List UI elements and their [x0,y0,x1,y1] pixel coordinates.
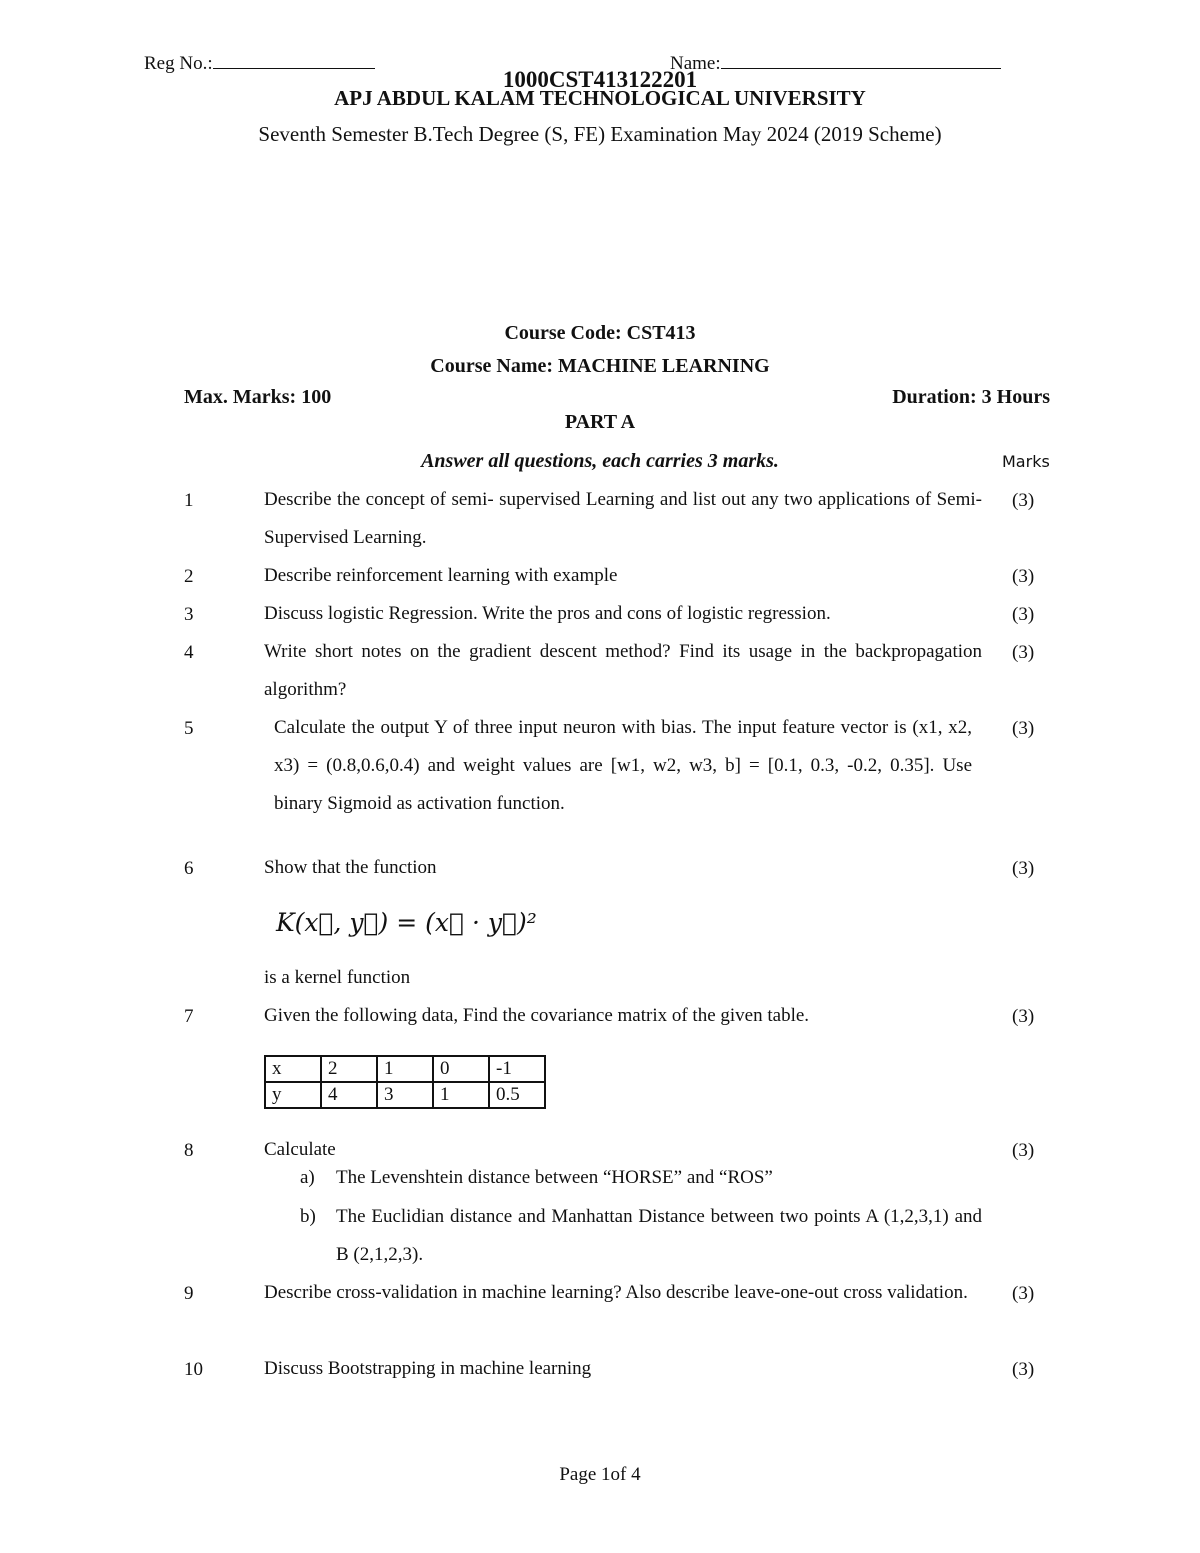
name-label: Name: [670,53,721,74]
question-number: 8 [184,1140,194,1161]
question-number: 6 [184,858,194,879]
table-cell: 1 [433,1082,489,1108]
table-cell: x [265,1056,321,1082]
exam-title: Seventh Semester B.Tech Degree (S, FE) Examination May 2024 (2019 Scheme) [258,122,942,146]
table-cell: 4 [321,1082,377,1108]
question-text-continued: is a kernel function [264,967,411,988]
kernel-formula: K(x⃗, y⃗) = (x⃗ · y⃗)² [276,908,537,937]
question-number: 2 [184,566,194,587]
subpart-label: b) [300,1206,316,1227]
university-name: APJ ABDUL KALAM TECHNOLOGICAL UNIVERSITY [334,86,866,110]
question-marks: (3) [1012,1006,1035,1027]
question-number: 5 [184,718,194,739]
subpart-text: The Euclidian distance and Manhattan Distance between two points A (1,2,3,1) and B (2,1,2,3). [336,1206,982,1265]
course-name: Course Name: MACHINE LEARNING [430,355,770,377]
course-code: Course Code: CST413 [504,322,696,344]
question-text: Describe the concept of semi- supervised Learning and list out any two applications of Semi-Supervised Learning. [264,489,982,548]
question-marks: (3) [1012,718,1035,739]
question-marks: (3) [1012,566,1035,587]
max-marks: Max. Marks: 100 [184,386,332,408]
question-number: 3 [184,604,194,625]
question-text: Show that the function [264,857,437,878]
table-cell: 2 [321,1056,377,1082]
question-marks: (3) [1012,1140,1035,1161]
table-cell: 3 [377,1082,433,1108]
question-number: 10 [184,1359,203,1380]
question-text: Describe reinforcement learning with example [264,565,618,586]
marks-header: Marks [1002,452,1050,471]
question-marks: (3) [1012,604,1035,625]
table-row [265,1056,545,1082]
question-text: Given the following data, Find the covariance matrix of the given table. [264,1005,810,1026]
table-cell: 1 [377,1056,433,1082]
page-number: Page 1of 4 [559,1464,641,1485]
question-text: Calculate the output Y of three input neuron with bias. The input feature vector is (x1, x2, x3) = (0.8,0.6,0.4) and weight values are [w1, w2, w3, b] = [0.1, 0.3, -0.2, 0.35]. Use binary Sigmoid as activation function. [274,717,972,814]
question-number: 7 [184,1006,194,1027]
subpart-text: The Levenshtein distance between “HORSE” and “ROS” [336,1167,773,1188]
question-marks: (3) [1012,858,1035,879]
part-instruction: Answer all questions, each carries 3 marks. [421,450,779,472]
exam-code: 1000CST413122201 [502,67,698,92]
duration: Duration: 3 Hours [892,386,1050,408]
question-marks: (3) [1012,1283,1035,1304]
question-number: 1 [184,490,194,511]
table-cell: y [265,1082,321,1108]
question-marks: (3) [1012,490,1035,511]
question-number: 4 [184,642,194,663]
question-marks: (3) [1012,642,1035,663]
question-text: Write short notes on the gradient descent method? Find its usage in the backpropagation algorithm? [264,641,982,700]
question-text: Discuss logistic Regression. Write the pros and cons of logistic regression. [264,603,831,624]
question-text: Calculate [264,1139,336,1160]
question-marks: (3) [1012,1359,1035,1380]
part-title: PART A [564,411,636,433]
question-text: Discuss Bootstrapping in machine learning [264,1358,592,1379]
data-table [264,1055,546,1109]
question-text: Describe cross-validation in machine learning? Also describe leave-one-out cross validation. [264,1282,968,1303]
table-cell: 0.5 [489,1082,545,1108]
table-row [265,1082,545,1108]
table-cell: 0 [433,1056,489,1082]
question-number: 9 [184,1283,194,1304]
table-cell: -1 [489,1056,545,1082]
reg-no-label: Reg No.: [144,53,213,74]
subpart-label: a) [300,1167,315,1188]
